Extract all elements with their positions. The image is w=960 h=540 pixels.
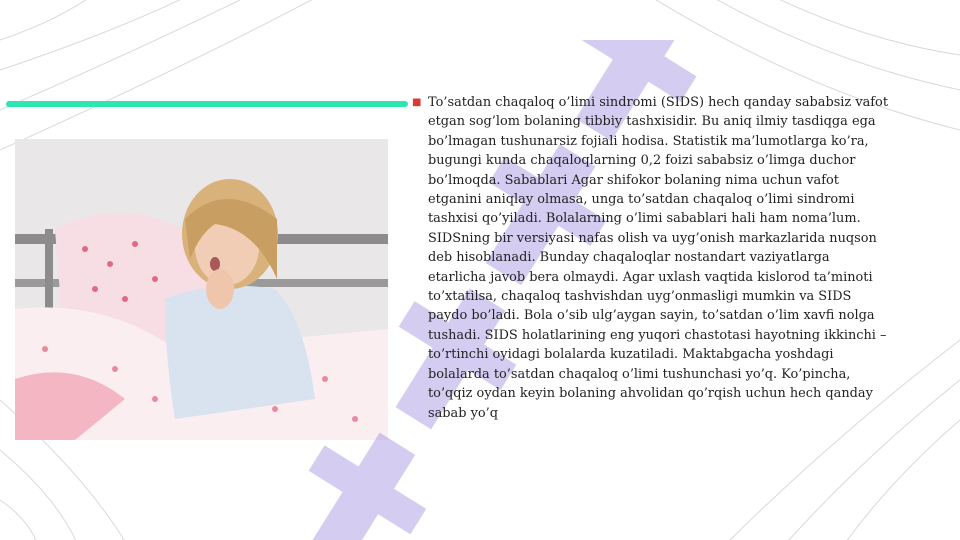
body-text-block bbox=[412, 93, 890, 423]
coughing-child-photo bbox=[15, 139, 388, 440]
accent-divider bbox=[6, 101, 408, 107]
body-paragraph: To’satdan chaqaloq o’limi sindromi (SIDS) hech qanday sababsiz vafot etgan sog’lom bolaning tibbiy tashxisidir. Bu aniq ilmiy tasdiqga ega bo’lmagan tushunarsiz fojiali hodisa. Statistik ma’lumotlarga ko’ra, bugungi kunda chaqaloqlarning 0,2 foizi sababsiz o’limga duchor bo’lmoqda. Sabablari Agar shifokor bolaning nima uchun vafot etganini aniqlay olmasa, unga to’satdan chaqaloq o’limi sindromi tashxisi qo’yiladi. Bolalarning o’limi sabablari hali ham noma’lum. SIDSning bir versiyasi nafas olish va uyg’onish markazlarida nuqson deb hisoblanadi. Bunday chaqaloqlar nostandart vaziyatlarga etarlicha javob bera olmaydi. Agar uxlash vaqtida kislorod ta’minoti to’xtatilsa, chaqaloq tashvishdan uyg’onmasligi mumkin va SIDS paydo bo’ladi. Bola o’sib ulg’aygan sayin, to’satdan o’lim xavfi nolga tushadi. SIDS holatlarining eng yuqori chastotasi hayotning ikkinchi – to’rtinchi oyidagi bolalarda kuzatiladi. Maktabgacha yoshdagi bolalarda to’satdan chaqaloq o’limi tushunchasi yo’q. Ko’pincha, to’qqiz oydan keyin bolaning ahvolidan qo’rqish uchun hech qanday sabab yo’q bbox=[428, 95, 889, 421]
square-bullet-icon: ■ bbox=[412, 97, 422, 108]
